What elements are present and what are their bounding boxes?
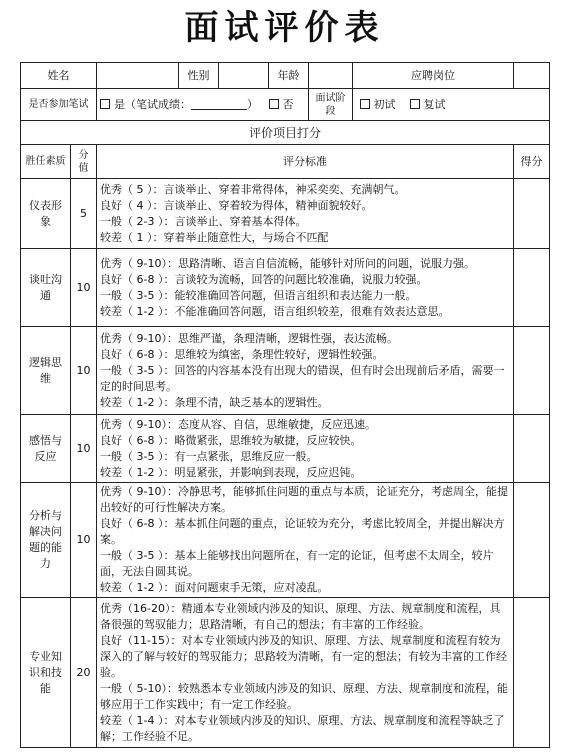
position-field[interactable] xyxy=(514,63,550,89)
criteria-cell xyxy=(97,598,514,748)
quality-name: 专业知识和技能 xyxy=(21,598,71,748)
score-value: 10 xyxy=(71,327,97,415)
quality-name: 感悟与反应 xyxy=(21,415,71,483)
quality-header: 胜任素质 xyxy=(21,145,71,179)
criteria-cell xyxy=(97,179,514,249)
criteria-line: 优秀（ 5 ）：言谈举止、穿着非常得体，神采奕奕、充满朝气。 xyxy=(100,182,406,196)
age-label: 年龄 xyxy=(269,63,309,89)
score-value: 20 xyxy=(71,598,97,748)
first-round-checkbox[interactable] xyxy=(360,99,370,109)
score-value: 5 xyxy=(71,179,97,249)
gender-label: 性别 xyxy=(179,63,219,89)
criteria-cell xyxy=(97,415,514,483)
result-field[interactable] xyxy=(514,179,550,249)
criteria-line: 良好（11-15）：对本专业领域内涉及的知识、原理、方法、规章制度和流程有较为深入的了解与较好的驾驭能力；思路较为清晰，有一定的想法；有较为丰富的工作经验。 xyxy=(100,633,507,679)
score-value: 10 xyxy=(71,483,97,598)
quality-name: 谈吐沟通 xyxy=(21,249,71,327)
result-field[interactable] xyxy=(514,249,550,327)
criteria-line: 较差（ 1-2 ）：不能准确回答问题，语言组织较差，很难有效表达意思。 xyxy=(100,304,450,318)
basic-info-row xyxy=(21,63,550,89)
no-option-label: 否 xyxy=(282,97,294,111)
result-field[interactable] xyxy=(514,415,550,483)
section-title-row xyxy=(21,121,550,145)
criteria-line: 良好（ 4 ）：言谈举止、穿着较为得体，精神面貌较好。 xyxy=(100,198,373,212)
interview-stage-options xyxy=(353,89,550,121)
interview-stage-label: 面试阶段 xyxy=(309,89,353,121)
table-row xyxy=(21,483,550,598)
criteria-line: 一般（ 5-10）：较熟悉本专业领域内涉及的知识、原理、方法、规章制度和流程，能够应用于工作实践中；有一定工作经验。 xyxy=(100,681,508,711)
table-row xyxy=(21,598,550,748)
criteria-line: 一般（ 3-5 ）：基本上能够找出问题所在，有一定的论证，但考虑不太周全，较片面，无法自圆其说。 xyxy=(100,549,494,578)
criteria-line: 较差（ 1-2 ）：明显紧张，并影响到表现，反应迟钝。 xyxy=(100,465,362,479)
interview-evaluation-table xyxy=(20,62,550,748)
criteria-cell xyxy=(97,483,514,598)
criteria-line: 良好（ 6-8 ）：基本抓住问题的重点，论证较为充分，考虑比较周全，并提出解决方案。 xyxy=(100,517,505,546)
score-header: 分值 xyxy=(71,145,97,179)
criteria-line: 较差（ 1-2 ）：条理不清，缺乏基本的逻辑性。 xyxy=(100,395,329,409)
second-round-label: 复试 xyxy=(423,97,446,111)
status-row xyxy=(21,89,550,121)
criteria-line: 一般（ 3-5 ）：有一点紧张，思维反应一般。 xyxy=(100,449,318,463)
quality-name: 分析与解决问题的能力 xyxy=(21,483,71,598)
table-row xyxy=(21,415,550,483)
criteria-line: 一般（ 3-5 ）：能较准确回答问题，但语言组织和表达能力一般。 xyxy=(100,288,417,302)
criteria-line: 良好（ 6-8 ）：思维较为缜密，条理性较好，逻辑性较强。 xyxy=(100,347,384,361)
score-value: 10 xyxy=(71,415,97,483)
criteria-cell xyxy=(97,249,514,327)
criteria-line: 较差（ 1-2 ）：面对问题束手无策，应对凌乱。 xyxy=(100,581,329,594)
result-field[interactable] xyxy=(514,327,550,415)
header-row xyxy=(21,145,550,179)
score-value: 10 xyxy=(71,249,97,327)
criteria-line: 优秀（ 9-10）：思路清晰、语言自信流畅，能够针对所问的问题，说服力强。 xyxy=(100,256,475,270)
criteria-line: 较差（ 1-4 ）：对本专业领域内涉及的知识、原理、方法、规章制度和流程等缺乏了解；工作经验不足。 xyxy=(100,713,505,743)
gender-field[interactable] xyxy=(219,63,269,89)
criteria-line: 优秀（ 9-10）：冷静思考，能够抓住问题的重点与本质，论证充分，考虑周全，能提出较好的可行性解决方案。 xyxy=(100,485,508,514)
quality-name: 仪表形象 xyxy=(21,179,71,249)
criteria-line: 良好（ 6-8 ）：略微紧张，思维较为敏捷，反应较快。 xyxy=(100,433,362,447)
yes-option-label: 是（笔试成绩： xyxy=(114,97,191,111)
result-header: 得分 xyxy=(514,145,550,179)
first-round-label: 初试 xyxy=(373,97,396,111)
second-round-checkbox[interactable] xyxy=(410,99,420,109)
page-title: 面试评价表 xyxy=(184,8,385,48)
name-field[interactable] xyxy=(97,63,179,89)
criteria-line: 优秀（ 9-10）：态度从容、自信，思维敏捷，反应迅速。 xyxy=(100,417,376,431)
criteria-line: 优秀（16-20）：精通本专业领域内涉及的知识、原理、方法、规章制度和流程，具备很强的驾驭能力；思路清晰，有自己的想法；有丰富的工作经验。 xyxy=(100,601,501,631)
criteria-line: 优秀（ 9-10）：思维严谨，条理清晰，逻辑性强，表达流畅。 xyxy=(100,331,398,345)
yes-checkbox[interactable] xyxy=(100,99,110,109)
quality-name: 逻辑思维 xyxy=(21,327,71,415)
name-label: 姓名 xyxy=(21,63,97,89)
result-field[interactable] xyxy=(514,598,550,748)
written-test-label: 是否参加笔试 xyxy=(21,89,97,121)
criteria-line: 良好（ 6-8 ）：言谈较为流畅，回答的问题比较准确，说服力较强。 xyxy=(100,272,428,286)
no-checkbox[interactable] xyxy=(269,99,279,109)
criteria-line: 较差（ 1 ）：穿着举止随意性大，与场合不匹配 xyxy=(100,230,329,244)
yes-option-close: ） xyxy=(247,97,258,111)
table-row xyxy=(21,179,550,249)
written-score-blank[interactable] xyxy=(191,99,247,110)
criteria-cell xyxy=(97,327,514,415)
table-row xyxy=(21,327,550,415)
written-test-options xyxy=(97,89,309,121)
age-field[interactable] xyxy=(309,63,353,89)
section-title: 评价项目打分 xyxy=(21,121,550,145)
criteria-line: 一般（ 2-3 ）：言谈举止、穿着基本得体。 xyxy=(100,214,307,228)
criteria-header: 评分标准 xyxy=(97,145,514,179)
table-row xyxy=(21,249,550,327)
result-field[interactable] xyxy=(514,483,550,598)
position-label: 应聘岗位 xyxy=(353,63,514,89)
criteria-line: 一般（ 3-5 ）：回答的内容基本没有出现大的错误，但有时会出现前后矛盾，需要一定的时间思考。 xyxy=(100,363,505,393)
